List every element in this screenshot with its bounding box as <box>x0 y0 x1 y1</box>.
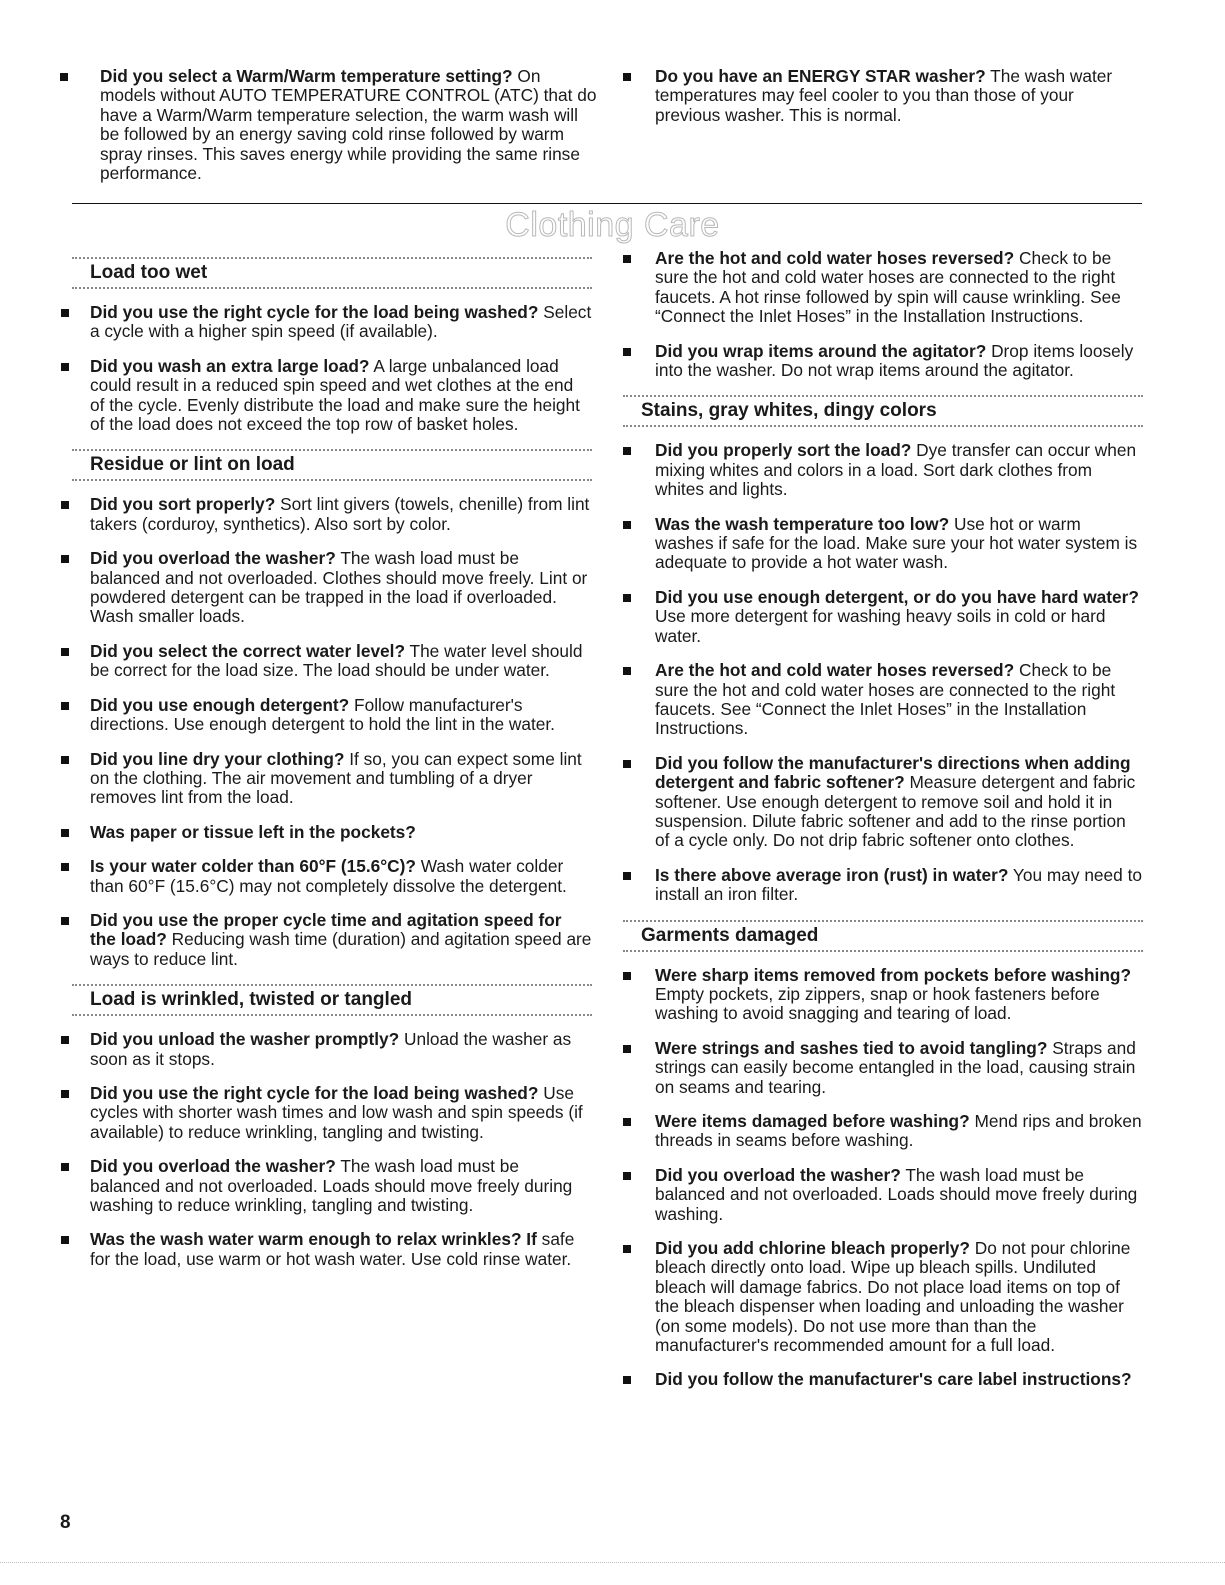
bullet-item <box>61 357 592 435</box>
bullet-question: Did you use the right cycle for the load being washed? <box>90 1082 539 1103</box>
bullet-answer: Use more detergent for washing heavy soils in cold or hard water. <box>655 606 1106 646</box>
bullet-answer: Use cycles with shorter wash times and low wash and spin speeds (if available) to reduce wrinkling, tangling and twisting. <box>90 1082 583 1142</box>
bullet-question: Did you select the correct water level? <box>90 640 406 661</box>
bullet-answer: Use hot or warm washes if safe for the load. Make sure your hot water system is adequate to provide a hot water wash. <box>655 513 1138 573</box>
bullet-item <box>61 642 592 681</box>
section-heading-text: Stains, gray whites, dingy colors <box>641 400 937 422</box>
trouble-section <box>72 449 592 969</box>
bullet-square-icon <box>61 1236 69 1244</box>
bullet-answer: The wash water temperatures may feel cooler to you than those of your previous washer. This is normal. <box>655 66 1113 125</box>
bullet-square-icon <box>61 555 69 563</box>
bullet-answer: Do not pour chlorine bleach directly onto load. Wipe up bleach spills. Undiluted bleach will damage fabrics. Do not place load items on top of the bleach dispenser when loading and unloading the washer (on some models). Do not use more than than the manufacturer's recommended amount for a full load. <box>655 1238 1131 1356</box>
bullet-question: Did you properly sort the load? <box>655 440 912 461</box>
bullet-item <box>623 515 1143 573</box>
bullet-square-icon <box>623 348 631 356</box>
top-right-column <box>623 67 1143 125</box>
bullet-item <box>61 911 592 969</box>
bullet-item <box>623 67 1143 125</box>
trouble-section-continued <box>623 249 1143 380</box>
bullet-item <box>61 549 592 627</box>
bullet-square-icon <box>623 1045 631 1053</box>
bullet-answer: The wash load must be balanced and not overloaded. Loads should move freely during washing to reduce wrinkling, tangling and twisting. <box>90 1156 573 1215</box>
bullet-answer: The wash load must be balanced and not overloaded. Clothes should move freely. Lint or powdered detergent can be trapped in the load if overloaded. Wash smaller loads. <box>90 548 588 627</box>
top-left-column <box>60 67 600 183</box>
bullet-square-icon <box>623 1245 631 1253</box>
bullet-item <box>623 1112 1143 1151</box>
bottom-rule <box>0 1562 1225 1563</box>
bullet-item <box>623 1039 1143 1097</box>
bullet-square-icon <box>60 73 68 81</box>
bullet-square-icon <box>61 309 69 317</box>
bullet-answer: Wash water colder than 60°F (15.6°C) may not completely dissolve the detergent. <box>90 856 567 896</box>
left-column <box>72 257 592 1284</box>
bullet-answer: Measure detergent and fabric softener. Use enough detergent to remove soil and hold it in suspension. Dilute fabric softener and add to the rinse portion of a cycle only. Do not drip fabric softener onto clothes. <box>655 772 1136 851</box>
bullet-question: Did you use the proper cycle time and agitation speed for the load? <box>90 909 562 950</box>
bullet-square-icon <box>623 1172 631 1180</box>
bullet-square-icon <box>61 1090 69 1098</box>
bullet-square-icon <box>61 363 69 371</box>
bullet-question: Did you overload the washer? <box>90 1156 336 1177</box>
bullet-question: Was the wash temperature too low? <box>655 513 950 534</box>
bullet-answer: Mend rips and broken threads in seams before washing. <box>655 1111 1142 1151</box>
bullet-square-icon <box>623 447 631 455</box>
bullet-item <box>623 249 1143 327</box>
bullet-item <box>61 1084 592 1142</box>
bullet-answer: Reducing wash time (duration) and agitation speed are ways to reduce lint. <box>90 929 592 969</box>
bullet-square-icon <box>623 667 631 675</box>
right-column <box>623 249 1143 1405</box>
bullet-question: Was paper or tissue left in the pockets? <box>90 821 416 842</box>
section-heading <box>623 920 1143 952</box>
trouble-section <box>623 395 1143 904</box>
bullet-answer: Select a cycle with a higher spin speed (if available). <box>90 302 592 342</box>
bullet-question: Did you use the right cycle for the load being washed? <box>90 302 539 322</box>
bullet-answer: Dye transfer can occur when mixing whites and colors in a load. Sort dark clothes from whites and lights. <box>655 440 1137 500</box>
bullet-item <box>623 1370 1143 1389</box>
bullet-square-icon <box>61 1036 69 1044</box>
trouble-section <box>72 984 592 1269</box>
bullet-question: Did you use enough detergent, or do you have hard water? <box>655 586 1139 607</box>
section-heading-text: Garments damaged <box>641 924 819 946</box>
bullet-question: Did you line dry your clothing? <box>90 748 345 769</box>
bullet-square-icon <box>623 521 631 529</box>
bullet-square-icon <box>623 1376 631 1384</box>
trouble-section <box>623 920 1143 1390</box>
bullet-answer: On models without AUTO TEMPERATURE CONTROL (ATC) that do have a Warm/Warm temperature selection, the warm wash will be followed by an energy saving cold rinse followed by warm spray rinses. This saves energy while providing the same rinse performance. <box>100 66 597 184</box>
bullet-item <box>623 342 1143 381</box>
bullet-answer: The wash load must be balanced and not overloaded. Loads should move freely during washing. <box>655 1164 1138 1224</box>
trouble-section <box>72 257 592 434</box>
bullet-square-icon <box>61 756 69 764</box>
bullet-question: Were items damaged before washing? <box>655 1111 970 1131</box>
bullet-item <box>623 966 1143 1024</box>
bullet-item <box>623 588 1143 646</box>
bullet-answer: If so, you can expect some lint on the clothing. The air movement and tumbling of a dryer removes lint from the load. <box>90 748 582 808</box>
bullet-question: Were strings and sashes tied to avoid tangling? <box>655 1037 1048 1058</box>
section-heading <box>623 395 1143 427</box>
section-heading <box>72 449 592 481</box>
bullet-square-icon <box>623 73 631 81</box>
page-number: 8 <box>60 1512 71 1533</box>
bullet-square-icon <box>623 255 631 263</box>
bullet-question: Did you wrap items around the agitator? <box>655 340 987 361</box>
section-divider <box>72 203 1142 204</box>
bullet-item <box>61 857 592 896</box>
bullet-item <box>61 750 592 808</box>
bullet-question: Did you add chlorine bleach properly? <box>655 1238 970 1259</box>
bullet-question: Were sharp items removed from pockets before washing? <box>655 964 1132 985</box>
bullet-item <box>61 303 592 342</box>
bullet-answer: Straps and strings can easily become entangled in the load, causing strain on seams and tearing. <box>655 1037 1136 1097</box>
section-heading-text: Residue or lint on load <box>90 454 295 476</box>
section-heading <box>72 984 592 1016</box>
bullet-item <box>60 67 600 183</box>
bullet-question: Did you sort properly? <box>90 494 276 515</box>
bullet-question: Did you use enough detergent? <box>90 694 350 715</box>
bullet-answer: Sort lint givers (towels, chenille) from lint takers (corduroy, synthetics). Also sort by color. <box>90 494 590 534</box>
bullet-item <box>623 754 1143 851</box>
bullet-item <box>61 696 592 735</box>
bullet-square-icon <box>623 1118 631 1126</box>
bullet-square-icon <box>61 917 69 925</box>
bullet-square-icon <box>61 648 69 656</box>
bullet-question: Did you follow the manufacturer's care label instructions? <box>655 1369 1132 1390</box>
bullet-item <box>61 1230 592 1269</box>
bullet-item <box>623 1166 1143 1224</box>
bullet-item <box>61 1157 592 1215</box>
bullet-square-icon <box>623 594 631 602</box>
bullet-question: Did you overload the washer? <box>655 1164 901 1185</box>
bullet-question: Is your water colder than 60°F (15.6°C)? <box>90 856 416 877</box>
bullet-item <box>623 441 1143 499</box>
section-heading <box>72 257 592 289</box>
bullet-square-icon <box>61 829 69 837</box>
bullet-question: Was the wash water warm enough to relax wrinkles? If <box>90 1229 537 1250</box>
bullet-answer: Drop items loosely into the washer. Do not wrap items around the agitator. <box>655 340 1134 381</box>
bullet-answer: A large unbalanced load could result in a reduced spin speed and wet clothes at the end of the cycle. Evenly distribute the load and make sure the height of the load does not exceed the top row of basket holes. <box>90 355 580 435</box>
section-title: Clothing Care <box>505 206 720 244</box>
bullet-question: Do you have an ENERGY STAR washer? <box>655 66 986 86</box>
section-heading-text: Load is wrinkled, twisted or tangled <box>90 989 412 1011</box>
bullet-question: Did you wash an extra large load? <box>90 355 370 376</box>
bullet-question: Did you overload the washer? <box>90 548 336 569</box>
bullet-item <box>623 1239 1143 1355</box>
bullet-question: Are the hot and cold water hoses reversed? <box>655 660 1015 681</box>
bullet-answer: Check to be sure the hot and cold water hoses are connected to the right faucets. A hot rinse followed by spin will cause wrinkling. See “Connect the Inlet Hoses” in the Installation Instructions. <box>655 248 1121 327</box>
bullet-question: Did you unload the washer promptly? <box>90 1029 400 1050</box>
bullet-answer: Empty pockets, zip zippers, snap or hook fasteners before washing to avoid snagging and tearing of load. <box>655 983 1100 1024</box>
bullet-question: Is there above average iron (rust) in water? <box>655 864 1009 885</box>
bullet-item <box>61 495 592 534</box>
bullet-answer: You may need to install an iron filter. <box>655 864 1142 905</box>
section-heading-text: Load too wet <box>90 262 208 283</box>
bullet-square-icon <box>623 972 631 980</box>
bullet-item <box>623 866 1143 905</box>
bullet-question: Did you follow the manufacturer's directions when adding detergent and fabric softener? <box>655 752 1131 793</box>
bullet-square-icon <box>61 1163 69 1171</box>
bullet-square-icon <box>61 863 69 871</box>
bullet-square-icon <box>623 760 631 768</box>
bullet-question: Are the hot and cold water hoses reversed? <box>655 248 1015 268</box>
bullet-square-icon <box>623 872 631 880</box>
bullet-answer: The water level should be correct for the load size. The load should be under water. <box>90 640 583 681</box>
bullet-answer: Follow manufacturer's directions. Use enough detergent to hold the lint in the water. <box>90 694 555 735</box>
bullet-item <box>61 823 592 842</box>
bullet-item <box>61 1030 592 1069</box>
bullet-square-icon <box>61 702 69 710</box>
bullet-square-icon <box>61 501 69 509</box>
bullet-answer: Unload the washer as soon as it stops. <box>90 1029 572 1069</box>
bullet-item <box>623 661 1143 739</box>
bullet-answer: safe for the load, use warm or hot wash water. Use cold rinse water. <box>90 1229 575 1269</box>
bullet-answer: Check to be sure the hot and cold water hoses are connected to the right faucets. See “Connect the Inlet Hoses” in the Installation Instructions. <box>655 660 1116 739</box>
bullet-question: Did you select a Warm/Warm temperature setting? <box>100 66 513 86</box>
